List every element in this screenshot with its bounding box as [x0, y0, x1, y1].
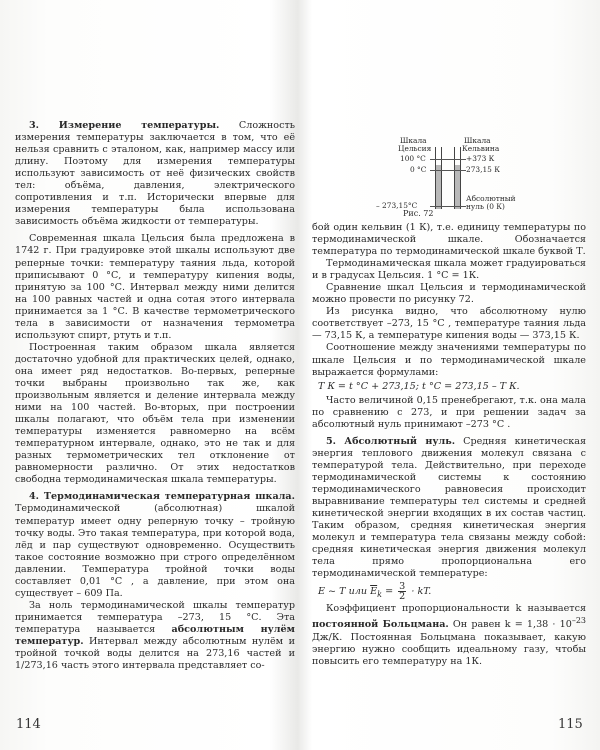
left-text-column	[15, 120, 295, 672]
paragraph-comparison: Сравнение шкал Цельсия и термодинамической можно провести по рисунку 72.	[312, 282, 586, 306]
celsius-thermometer-tube	[435, 147, 442, 209]
paragraph-absolute-zero-def	[15, 600, 295, 672]
label-minus-273c: – 273,15°С	[376, 201, 418, 210]
paragraph-celsius: Современная шкала Цельсия была предложена в 1742 г. При градуировке этой шкалы используют две реперные точки: температуру таяния льда, которой приписывают 0 °С, и температуру кипения воды, принятую за 100 °С. Интервал между ними делится на 100 равных частей и одна сотая этого интервала принимается за 1 °С. В качестве термометрического тела в зависимости от назначения термометра используют спирт, ртуть и т.п.	[15, 233, 295, 341]
paragraph-figure-reading: Из рисунка видно, что абсолютному нулю соответствует –273, 15 °С , температуре таяния льда — 73,15 К, а температуре кипения воды — 373,15 К.	[312, 306, 586, 342]
formula-kinetic-energy	[318, 582, 586, 601]
paragraph-text: Он равен k = 1,38 · 10	[448, 619, 572, 631]
label-273k: 273,15 К	[466, 165, 500, 174]
paragraph-text: Дж/К. Постоянная Больцмана показывает, какую энергию нужно сообщить идеальному газу, чтобы повысить его температуру на 1К.	[312, 631, 586, 667]
term-boltzmann-constant: постоянной Больцмана.	[312, 619, 449, 631]
label-100c: 100 °С	[400, 154, 426, 163]
celsius-thermometer-fill	[436, 165, 441, 209]
paragraph-text: Средняя кинетическая энергия теплового движения молекул связана с температурой тела. Действительно, при переходе термодинамической системы к состоянию термодинамического равновесия происходит выравнивание температуры тел системы и средней кинетической энергии входящих в их состав частиц. Таким образом, средняя кинетическая энергия молекул и температура тела связаны между собой: средняя кинетическая энергия движения молекул тела прямо пропорциональна его термодинамической температуре:	[312, 435, 586, 580]
paragraph-text: Термодинамической (абсолютная) шкалой температур имеет одну реперную точку – тройную точку воды. Это такая температура, при которой вода, лёд и пар существуют одновременно. Осуществить такое состояние возможно при строго определённом давлении. Температура тройной точки воды составляет 0,01 °С , а давление, при этом она существует – 609 Па.	[15, 503, 295, 599]
paragraph-boltzmann	[312, 603, 586, 667]
label-kelvin-scale-2: Кельвина	[462, 144, 500, 153]
section-heading-3: 3. Измерение температуры.	[29, 120, 220, 131]
paragraph-text: Коэффициент пропорциональности k называется	[326, 603, 586, 615]
paragraph-relation: Соотношение между значениями температуры по шкале Цельсия и по термодинамической шкале выражается формулами:	[312, 342, 586, 378]
boiling-point-line	[430, 159, 466, 160]
formula-part: E ~ T или	[318, 586, 368, 598]
figure-72-thermometer-scales	[360, 137, 560, 219]
label-absolute-zero-2: нуль (0 К)	[466, 202, 505, 211]
section-heading-4: 4. Термодинамическая температурная шкала.	[29, 491, 295, 503]
paragraph-text: За ноль термодинамической шкалы температур принимается температура –273, 15 °С. Эта температура называется	[15, 599, 295, 635]
paragraph-drawbacks: Построенная таким образом шкала является достаточно удобной для практических целей, однако, она имеет ряд недостатков. Во-первых, реперные точки выбраны произвольно так же, как произвольным является и деление интервала между ними на 100 частей. Во-вторых, при построении шкалы полагают, что объём тела при изменении температуры изменяется равномерно на всём температурном интервале, однако, это не так и для разных термометрических тел отклонение от равномерности различно. От этих недостатков свободна термодинамическая шкала температуры.	[15, 341, 295, 486]
label-kelvin-scale-1: Шкала	[464, 136, 491, 145]
paragraph-thermodynamic-scale	[15, 491, 295, 599]
term-absolute-zero: абсолютным нулём температур.	[15, 623, 295, 647]
paragraph-degrees: Термодинамическая шкала может градуироваться и в градусах Цельсия. 1 °С = 1К.	[312, 258, 586, 282]
exponent: –23	[571, 616, 586, 626]
label-373k: +373 К	[466, 154, 495, 163]
melting-point-line	[430, 170, 466, 171]
paragraph-kelvin-unit: бой один кельвин (1 К), т.е. единицу температуры по термодинамической шкале. Обозначается температура по термодинамической шкале буквой Т.	[312, 222, 586, 258]
fraction-numerator: 3	[399, 581, 406, 593]
paragraph-absolute-zero	[312, 436, 586, 581]
formula-fraction	[398, 582, 406, 601]
paragraph-measurement	[15, 120, 295, 228]
label-absolute-zero-1: Абсолютный	[466, 194, 516, 203]
formula-part: · kT.	[411, 586, 432, 598]
kelvin-thermometer-tube	[454, 147, 461, 209]
formula-subscript: k	[377, 590, 382, 600]
label-0c: 0 °С	[410, 165, 427, 174]
paragraph-text: Интервал между абсолютным нулём и тройной точкой воды делится на 273,16 частей и 1/273,16 часть этого интервала представляет со-	[15, 635, 295, 672]
kelvin-thermometer-fill	[455, 165, 460, 209]
formula-mean-energy: $\overline{E}$	[370, 586, 378, 598]
absolute-zero-line	[430, 206, 466, 207]
section-heading-5: 5. Абсолютный нуль.	[326, 435, 456, 447]
label-celsius-scale-2: Цельсия	[398, 144, 432, 153]
formula-equals: =	[385, 586, 394, 598]
page-number-right: 115	[558, 717, 583, 732]
fraction-denominator: 2	[399, 591, 406, 603]
label-celsius-scale-1: Шкала	[400, 136, 427, 145]
formula-kelvin-celsius: T К = t °С + 273,15; t °С = 273,15 – T К.	[318, 380, 520, 392]
paragraph-approximation: Часто величиной 0,15 пренебрегают, т.к. она мала по сравнению с 273, и при решении задач за абсолютный нуль принимают –273 °С .	[312, 394, 586, 430]
page-number-left: 114	[16, 717, 41, 732]
right-text-column	[312, 222, 586, 668]
figure-caption: Рис. 72	[403, 209, 434, 218]
paragraph-text: Сложность измерения температуры заключается в том, что её нельзя сравнить с эталоном, как, например массу или длину. Поэтому для измерения температуры используют зависимость от неё физических свойств тел: объёма, давления, электрического сопротивления и т.п. Исторически впервые для измерения температуры была использована зависимость объёма жидкости от температуры.	[15, 120, 295, 228]
